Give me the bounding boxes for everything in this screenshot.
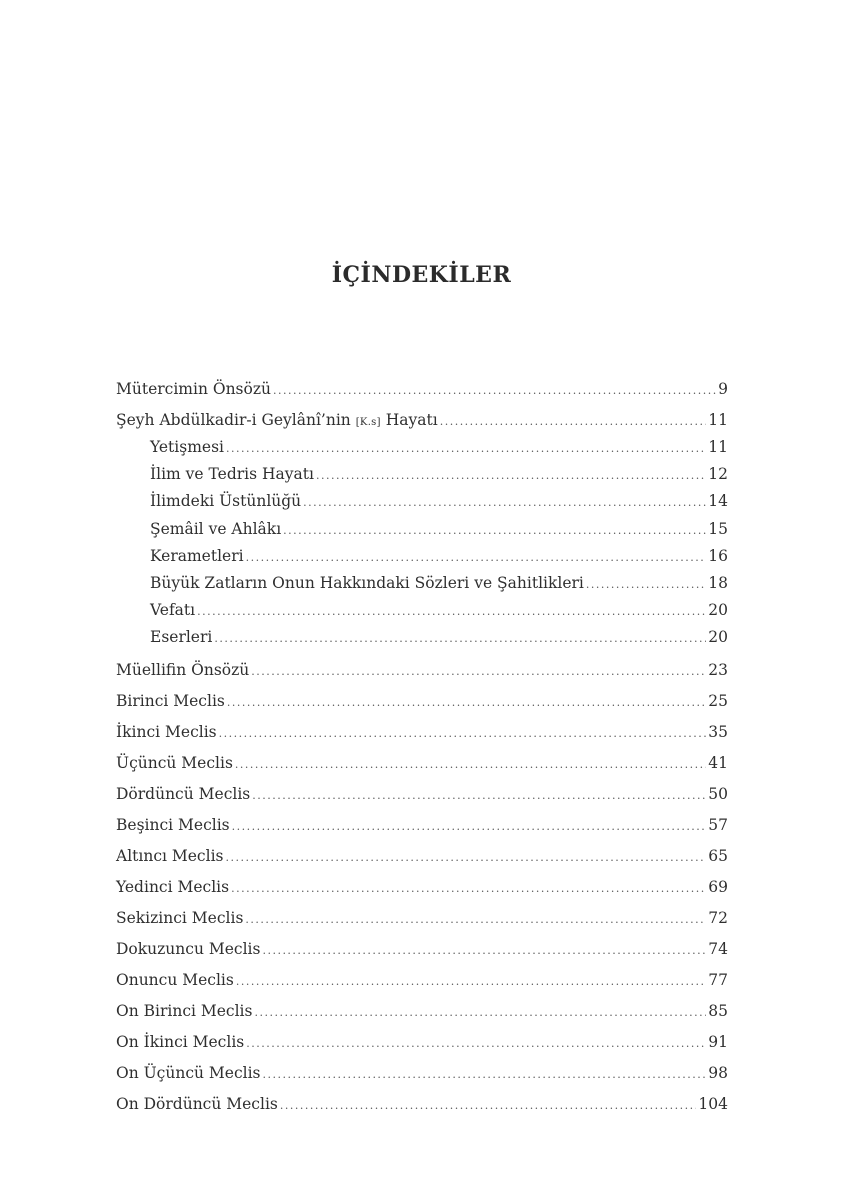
toc-entry-label: Mütercimin Önsözü <box>116 380 271 398</box>
toc-entry <box>116 996 728 1027</box>
toc-entry-label: Eserleri <box>150 628 213 647</box>
toc-entry-label: İlim ve Tedris Hayatı <box>150 465 314 484</box>
toc-entry-label: İkinci Meclis <box>116 722 217 741</box>
dot-leader <box>246 1028 706 1059</box>
dot-leader <box>197 598 706 625</box>
toc-entry-label: Üçüncü Meclis <box>116 753 233 772</box>
toc-entry-page: 104 <box>698 1094 728 1113</box>
dot-leader <box>252 780 706 811</box>
toc-entry <box>116 655 728 686</box>
toc-entry-page: 57 <box>708 815 728 834</box>
dot-leader <box>225 842 706 873</box>
dot-leader <box>262 935 706 966</box>
toc-entry <box>116 841 728 872</box>
toc-entry-page: 98 <box>708 1063 728 1082</box>
toc-entry-page: 15 <box>708 519 728 538</box>
toc-entry-page: 12 <box>708 465 728 484</box>
table-of-contents <box>116 374 728 1120</box>
toc-entry-label: On Birinci Meclis <box>116 1001 253 1020</box>
toc-entry <box>116 717 728 748</box>
toc-entry-label: Onuncu Meclis <box>116 970 234 989</box>
toc-entry <box>116 1027 728 1058</box>
toc-entry-page: 9 <box>718 380 728 398</box>
toc-subentry <box>116 570 728 597</box>
toc-entry <box>116 965 728 996</box>
toc-entry-label: Kerametleri <box>150 546 244 565</box>
dot-leader <box>232 811 707 842</box>
toc-entry <box>116 405 728 436</box>
toc-entry-page: 77 <box>708 970 728 989</box>
toc-entry-page: 23 <box>708 660 728 679</box>
toc-subentry <box>116 543 728 570</box>
toc-entry-page: 91 <box>708 1032 728 1051</box>
toc-entry <box>116 1058 728 1089</box>
toc-entry <box>116 810 728 841</box>
toc-entry-page: 41 <box>708 753 728 772</box>
toc-entry <box>116 903 728 934</box>
page-title: İÇİNDEKİLER <box>331 262 512 288</box>
toc-entry-page: 65 <box>708 846 728 865</box>
toc-entry-page: 50 <box>708 784 728 803</box>
toc-entry-label: Sekizinci Meclis <box>116 908 244 927</box>
toc-entry-page: 74 <box>708 939 728 958</box>
dot-leader <box>245 904 706 935</box>
toc-entry-label: On Dördüncü Meclis <box>116 1094 278 1113</box>
toc-entry-label: İlimdeki Üstünlüğü <box>150 492 302 511</box>
dot-leader <box>226 435 706 462</box>
toc-entry-label: Beşinci Meclis <box>116 815 230 834</box>
dot-leader <box>219 718 707 749</box>
toc-entry-label: Birinci Meclis <box>116 691 225 710</box>
toc-subentry <box>116 488 728 515</box>
toc-subentry <box>116 434 728 461</box>
dot-leader <box>316 462 706 489</box>
toc-entry-label: Dördüncü Meclis <box>116 784 251 803</box>
toc-entry-label-tail: Hayatı <box>385 411 438 429</box>
toc-entry-page: 20 <box>708 601 728 620</box>
toc-entry-label-abbrev: [K.s] <box>355 417 381 428</box>
toc-entry-label: Yedinci Meclis <box>116 877 230 896</box>
toc-entry-page: 11 <box>708 438 728 456</box>
toc-subentry <box>116 461 728 488</box>
toc-entry-page: 69 <box>708 877 728 896</box>
dot-leader <box>303 489 706 516</box>
toc-entry <box>116 934 728 965</box>
dot-leader <box>227 687 706 718</box>
toc-entry-page: 11 <box>708 411 728 429</box>
dot-leader <box>246 544 707 571</box>
toc-subentry <box>116 624 728 651</box>
toc-entry-label: Müellifin Önsözü <box>116 660 250 679</box>
toc-entry-page: 18 <box>708 573 728 592</box>
dot-leader <box>254 997 706 1028</box>
toc-entry-page: 20 <box>708 628 728 647</box>
dot-leader <box>283 517 706 544</box>
toc-subentry <box>116 516 728 543</box>
toc-entry <box>116 686 728 717</box>
toc-entry <box>116 779 728 810</box>
toc-entry-page: 85 <box>708 1001 728 1020</box>
dot-leader <box>236 966 706 997</box>
dot-leader <box>231 873 706 904</box>
dot-leader <box>251 656 706 687</box>
toc-entry-label: On Üçüncü Meclis <box>116 1063 261 1082</box>
toc-entry-page: 25 <box>708 691 728 710</box>
toc-entry-page: 72 <box>708 908 728 927</box>
toc-entry-label: Altıncı Meclis <box>116 846 224 865</box>
toc-entry-label: Büyük Zatların Onun Hakkındaki Sözleri ve Şahitlikleri <box>150 573 584 592</box>
toc-entry-label: Vefatı <box>150 601 196 620</box>
toc-entry-page: 35 <box>708 722 728 741</box>
toc-entry-page: 14 <box>708 492 728 511</box>
toc-entry-page: 16 <box>708 546 728 565</box>
toc-subentry <box>116 597 728 624</box>
toc-entry-label: Dokuzuncu Meclis <box>116 939 261 958</box>
toc-entry <box>116 374 728 405</box>
dot-leader <box>280 1090 697 1121</box>
toc-entry <box>116 872 728 903</box>
dot-leader <box>273 375 716 406</box>
toc-entry <box>116 748 728 779</box>
dot-leader <box>440 406 707 437</box>
dot-leader <box>235 749 706 780</box>
toc-entry-label: Şemâil ve Ahlâkı <box>150 519 282 538</box>
dot-leader <box>214 625 706 652</box>
toc-entry-label: On İkinci Meclis <box>116 1032 245 1051</box>
toc-entry <box>116 1089 728 1120</box>
toc-entry-label: Yetişmesi <box>150 438 224 456</box>
dot-leader <box>586 571 706 598</box>
toc-entry-label-main: Şeyh Abdülkadir-i Geylânî’nin <box>116 411 351 429</box>
dot-leader <box>263 1059 707 1090</box>
